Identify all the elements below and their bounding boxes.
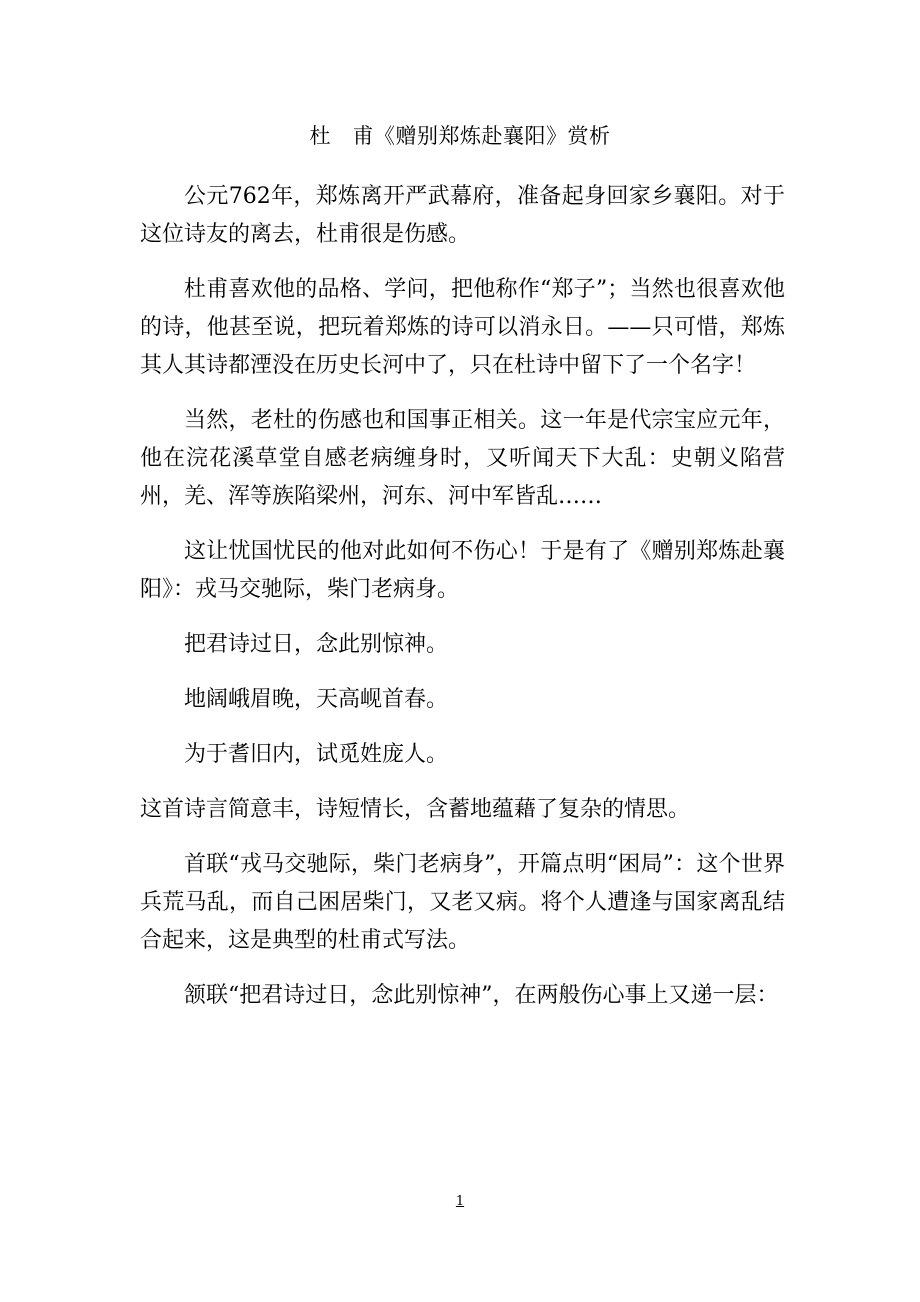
poem-line: 地阔峨眉晚，天高岘首春。	[184, 687, 449, 712]
paragraph: 首联“戎马交驰际，柴门老病身”，开篇点明“困局”：这个世界兵荒马乱，而自己困居柴门，又老又病。将个人遭逢与国家离乱结合起来，这是典型的杜甫式写法。	[140, 852, 785, 953]
paragraph: 当然，老杜的伤感也和国事正相关。这一年是代宗宝应元年，他在浣花溪草堂自感老病缠身时，又听闻天下大乱：史朝义陷营州，羌、浑等族陷梁州，河东、河中军皆乱……	[140, 408, 785, 509]
paragraph: 这让忧国忧民的他对此如何不伤心！于是有了《赠别郑炼赴襄阳》：戎马交驰际，柴门老病身。	[140, 539, 785, 602]
paragraph: 颔联“把君诗过日，念此别惊神”，在两般伤心事上又递一层：	[184, 983, 779, 1008]
paragraph: 公元762年，郑炼离开严武幕府，准备起身回家乡襄阳。对于这位诗友的离去，杜甫很是伤感。	[140, 184, 785, 247]
document-title: 杜 甫《赠别郑炼赴襄阳》赏析	[309, 124, 611, 148]
paragraph: 这首诗言简意丰，诗短情长，含蓄地蕴藉了复杂的情思。	[140, 797, 691, 822]
paragraph: 杜甫喜欢他的品格、学问，把他称作“郑子”；当然也很喜欢他的诗，他甚至说，把玩着郑炼的诗可以消永日。——只可惜，郑炼其人其诗都湮没在历史长河中了，只在杜诗中留下了一个名字！	[140, 277, 785, 378]
page-number: 1	[455, 1194, 465, 1209]
poem-line: 为于耆旧内，试觅姓庞人。	[184, 742, 449, 767]
poem-line: 把君诗过日，念此别惊神。	[184, 632, 449, 657]
document-body	[140, 178, 785, 1015]
